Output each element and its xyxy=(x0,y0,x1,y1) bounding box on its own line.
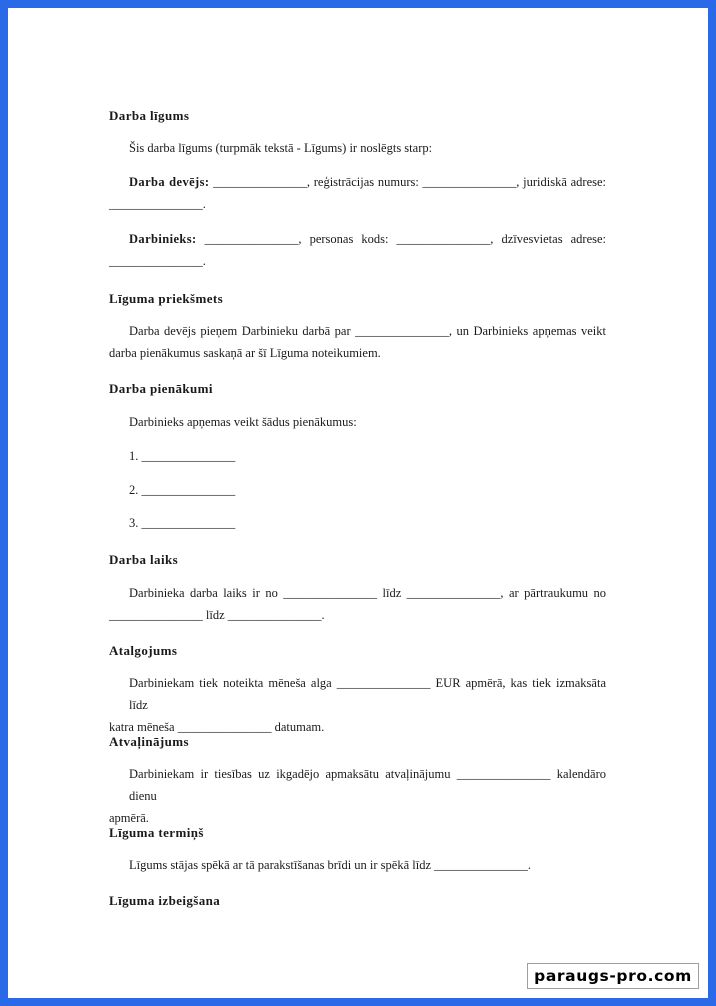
section-heading-salary: Atalgojums xyxy=(109,643,178,658)
vacation-line-2: apmērā. xyxy=(109,811,149,825)
section-heading-duties: Darba pienākumi xyxy=(109,381,213,396)
section-heading-term: Līguma termiņš xyxy=(109,825,204,840)
section-heading-termination: Līguma izbeigšana xyxy=(109,893,221,908)
salary-line-1: Darbiniekam tiek noteikta mēneša alga _______________ EUR apmērā, kas tiek izmaksāta līdz xyxy=(129,676,606,712)
duty-item: 3. _______________ xyxy=(129,516,236,530)
employee-address-blank: _______________. xyxy=(109,254,206,268)
vacation-line-1: Darbiniekam ir tiesības uz ikgadējo apmaksātu atvaļinājumu _______________ kalendāro dienu xyxy=(129,767,606,803)
duties-intro: Darbinieks apņemas veikt šādus pienākumus: xyxy=(129,415,357,429)
hours-line-2: _______________ līdz _______________. xyxy=(109,608,325,622)
duty-item: 1. _______________ xyxy=(129,449,236,463)
section-heading-vacation: Atvaļinājums xyxy=(109,734,189,749)
subject-line-1: Darba devējs pieņem Darbinieku darbā par _______________, un Darbinieks apņemas veikt xyxy=(129,324,606,338)
site-watermark: paraugs-pro.com xyxy=(527,963,699,989)
term-paragraph: Līgums stājas spēkā ar tā parakstīšanas brīdi un ir spēkā līdz _______________. xyxy=(129,858,532,872)
employer-paragraph xyxy=(109,171,606,215)
employer-label: Darba devējs: xyxy=(129,175,210,189)
intro-paragraph: Šis darba līgums (turpmāk tekstā - Līgums) ir noslēgts starp: xyxy=(129,141,433,155)
document-page xyxy=(8,8,708,998)
employer-details: _______________, reģistrācijas numurs: _______________, juridiskā adrese: xyxy=(213,175,606,189)
employee-paragraph xyxy=(109,228,606,272)
hours-line-1: Darbinieka darba laiks ir no _______________ līdz _______________, ar pārtraukumu no xyxy=(129,586,606,600)
subject-line-2: darba pienākumus saskaņā ar šī Līguma noteikumiem. xyxy=(109,346,381,360)
duty-item: 2. _______________ xyxy=(129,483,236,497)
section-heading-hours: Darba laiks xyxy=(109,552,179,567)
salary-paragraph xyxy=(109,672,606,738)
employee-details: _______________, personas kods: _______________, dzīvesvietas adrese: xyxy=(204,232,607,246)
section-heading-subject: Līguma priekšmets xyxy=(109,291,224,306)
salary-line-2: katra mēneša _______________ datumam. xyxy=(109,720,325,734)
document-title: Darba līgums xyxy=(109,108,190,123)
employer-address-blank: _______________. xyxy=(109,197,206,211)
subject-paragraph xyxy=(109,320,606,364)
hours-paragraph xyxy=(109,582,606,626)
vacation-paragraph xyxy=(109,763,606,829)
employee-label: Darbinieks: xyxy=(129,232,197,246)
